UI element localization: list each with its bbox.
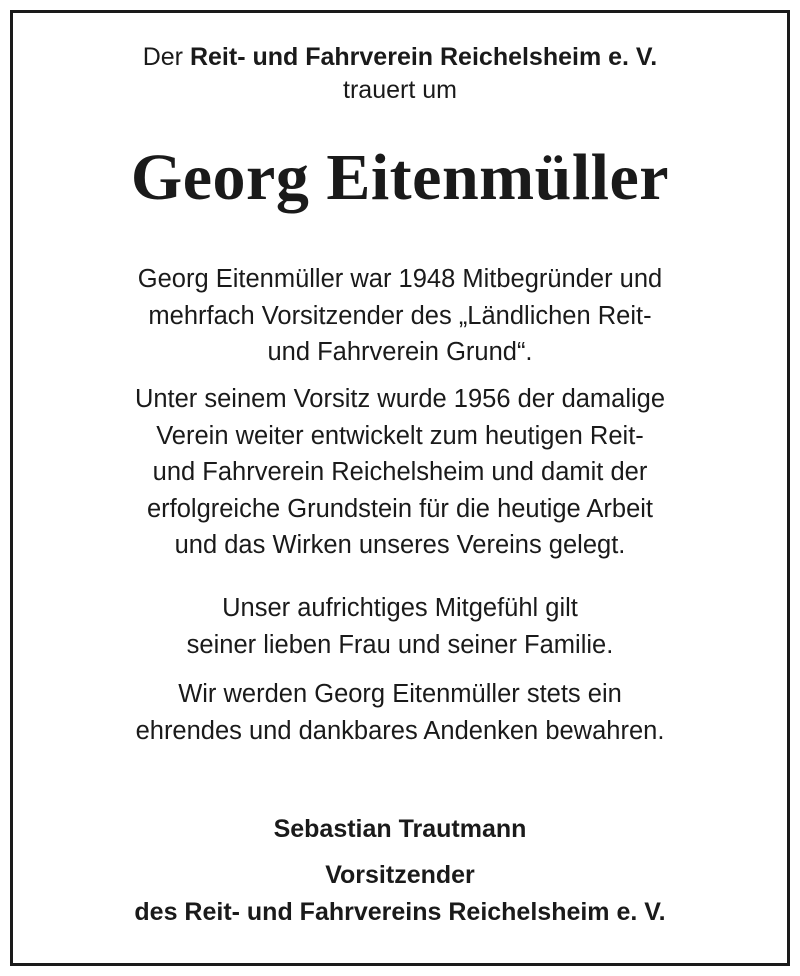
intro-line: [0, 42, 800, 72]
mourns-text: trauert um: [343, 76, 457, 104]
paragraph-line: Unter seinem Vorsitz wurde 1956 der damalige: [134, 385, 666, 413]
paragraph-line: Georg Eitenmüller war 1948 Mitbegründer und: [137, 265, 663, 293]
signatory-name: Sebastian Trautmann: [273, 815, 527, 843]
paragraph-founding: [0, 261, 800, 371]
paragraph-line: ehrendes und dankbares Andenken bewahren.: [135, 716, 665, 745]
paragraph-remembrance: [0, 676, 800, 749]
paragraph-line: und Fahrverein Grund“.: [267, 338, 533, 366]
paragraph-line: und Fahrverein Reichelsheim und damit der: [152, 458, 648, 486]
paragraph-history: [0, 381, 800, 564]
paragraph-condolence: [0, 590, 800, 663]
organization-name: Reit- und Fahrverein Reichelsheim e. V.: [189, 43, 658, 71]
paragraph-line: erfolgreiche Grundstein für die heutige Arbeit: [146, 494, 654, 523]
paragraph-line: und das Wirken unseres Vereins gelegt.: [174, 531, 626, 559]
signatory-role: Vorsitzender: [325, 861, 475, 889]
signatory-organization: des Reit- und Fahrvereins Reichelsheim e. V.: [134, 898, 666, 926]
paragraph-line: Unser aufrichtiges Mitgefühl gilt: [222, 594, 578, 622]
paragraph-line: mehrfach Vorsitzender des „Ländlichen Reit-: [148, 301, 652, 330]
paragraph-line: Verein weiter entwickelt zum heutigen Reit-: [156, 421, 644, 450]
intro-prefix: Der: [142, 43, 184, 71]
deceased-name: Georg Eitenmüller: [130, 141, 670, 214]
paragraph-line: seiner lieben Frau und seiner Familie.: [186, 630, 614, 659]
paragraph-line: Wir werden Georg Eitenmüller stets ein: [178, 680, 622, 708]
